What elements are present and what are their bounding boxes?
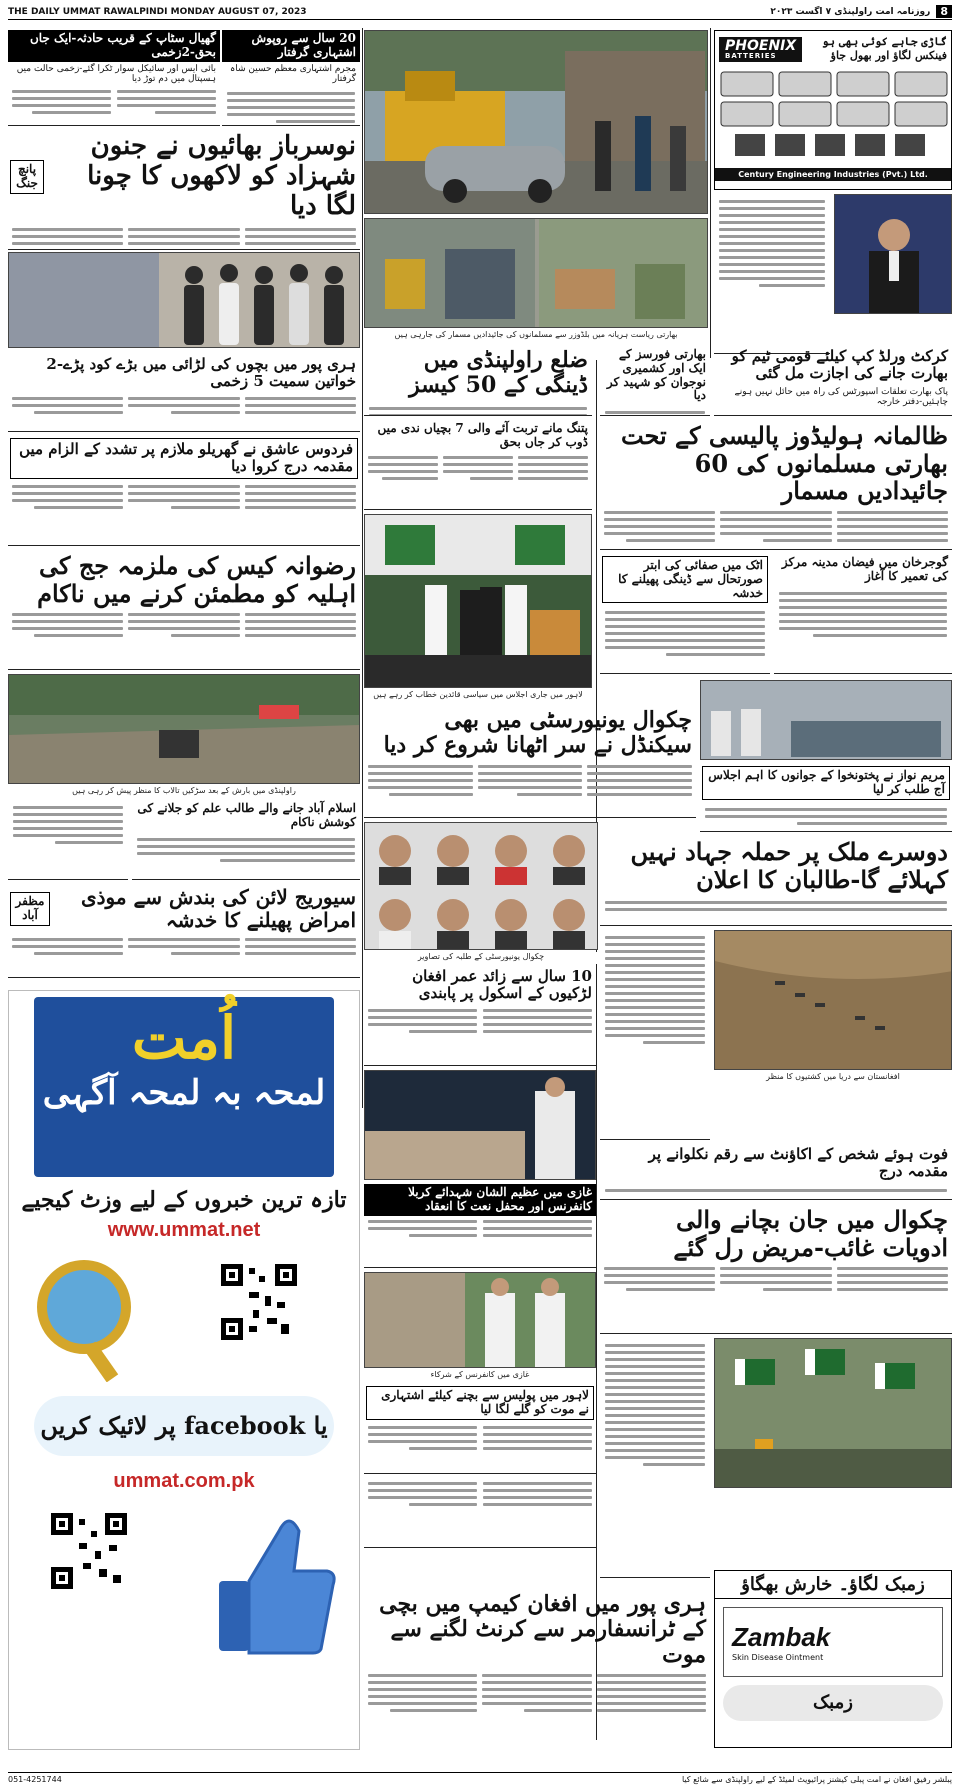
story-chakwal-university — [364, 706, 696, 818]
headline: نوسرباز بھائیوں نے جنون شہزاد کو لاکھوں کا چونا لگا دیا — [87, 131, 356, 221]
subheadline: مجرم اشتہاری معظم حسین شاہ گرفتار — [229, 63, 356, 84]
photo-bulldozer-image — [365, 31, 708, 214]
headline: ہری پور میں افغان کیمپ میں بچی کے ٹرانسفارمر سے کرنٹ لگنے سے موت — [379, 1591, 706, 1668]
photo-group — [8, 252, 360, 348]
story-taliban — [600, 836, 952, 926]
photo-demolition — [364, 218, 708, 328]
qr-code-icon-2 — [49, 1511, 129, 1591]
phoenix-title2: فینکس لگاؤ اور بھول جاؤ — [830, 49, 947, 63]
story-firdous — [8, 436, 360, 546]
photo-speaker — [834, 194, 952, 314]
story-gheyal-accident — [8, 30, 220, 126]
photo-river-boats — [714, 930, 952, 1070]
photo-river-boats-image — [715, 931, 952, 1070]
headline: فردوس عاشق نے گھریلو ملازم پر تشدد کے الزام میں مقدمہ درج کروا دیا — [10, 438, 358, 479]
story-right-small — [714, 194, 830, 354]
story-lahore-suicide — [364, 1384, 596, 1474]
photo-flags-rally — [714, 1338, 952, 1488]
headline: چکوال میں جان بچانے والی ادویات غائب-مریض رل گئے — [673, 1205, 948, 1262]
ummat-logo-box — [34, 997, 334, 1177]
headline: ضلع راولپنڈی میں ڈینگی کے 50 کیسز — [409, 347, 588, 399]
story-gujarkhan — [774, 554, 952, 674]
story-bulldozer-policy — [600, 420, 952, 550]
photo-crowd-speech — [364, 1070, 596, 1180]
subheadline: پاک بھارت تعلقات اسپورٹس کی راہ میں حائل نہیں ہونے چاہئیں-دفتر خارجہ — [734, 386, 948, 407]
photo-flags-rally-image — [715, 1339, 952, 1488]
zambak-headline: زمبک لگاؤ۔ خارش بھگاؤ — [715, 1571, 951, 1599]
phoenix-vehicles-image — [715, 68, 952, 164]
ad-zambak[interactable] — [714, 1570, 952, 1748]
zambak-brand: Zambak — [732, 1622, 831, 1652]
caption-gathering: لاہور میں جاری اجلاس میں سیاسی قائدین خطاب کر رہے ہیں — [364, 690, 592, 702]
story-right-brief-2 — [600, 1338, 710, 1578]
story-haripur-fight — [8, 354, 360, 432]
photo-crowd-speech-image — [365, 1071, 596, 1180]
caption-bulldozer: بھارتی ریاست ہریانہ میں بلڈوزر سے مسلمانوں کی جائیدادیں مسمار کی جارہی ہیں — [364, 330, 708, 342]
phoenix-brand: PHOENIX — [725, 37, 797, 54]
footer-phone: 051-4251744 — [8, 1775, 62, 1784]
headline: گوجرخان میں فیضان مدینہ مرکز کی تعمیر کا آغاز — [781, 555, 948, 583]
masthead-urdu — [770, 5, 952, 18]
footer-imprint: پبلشر رفیق افغان نے امت پبلی کیشنز پرائیویٹ لمیٹڈ کے لیے راولپنڈی سے شائع کیا — [681, 1775, 952, 1784]
story-maryam — [700, 764, 952, 832]
page-number: 8 — [936, 5, 952, 18]
photo-conference-participants — [364, 1272, 596, 1368]
column-rule — [362, 28, 363, 1108]
story-right-brief — [600, 930, 710, 1140]
kicker: پانچ جنگ — [10, 160, 44, 194]
caption-river: افغانستان سے دریا میں کشتیوں کا منظر — [714, 1072, 952, 1084]
photo-speaker-image — [835, 195, 952, 314]
headline: اٹک میں صفائی کی ابتر صورتحال سے ڈینگی پھیلنے کا خدشہ — [602, 556, 768, 603]
masthead-urdu-date: روزنامہ امت راولپنڈی ۷ اگست ۲۰۲۳ — [770, 6, 931, 17]
story-kites — [364, 420, 592, 510]
headline: کرکٹ ورلڈ کپ کیلئے قومی ٹیم کو بھارت جانے کی اجازت مل گئی — [731, 347, 948, 383]
ummat-logo: اُمت — [131, 1004, 237, 1072]
photo-meeting-image — [701, 681, 952, 760]
story-attock — [600, 554, 770, 674]
photo-meeting — [700, 680, 952, 760]
photo-flood-street-image — [9, 675, 360, 784]
caption-portraits: چکوال یونیورسٹی کے طلبہ کی تصاویر — [364, 952, 598, 964]
headline: مریم نواز نے پختونخوا کے جوانوں کا اہم اجلاس آج طلب کر لیا — [702, 766, 950, 800]
story-haripur-afghan-camp — [364, 1590, 710, 1750]
headline: فوت ہوئے شخص کے اکاؤنٹ سے رقم نکلوانے پر مقدمہ درج — [648, 1145, 948, 1181]
headline: 20 سال سے روپوش اشتہاری گرفتار — [222, 30, 360, 62]
photo-demolition-image — [365, 219, 708, 328]
photo-bulldozer — [364, 30, 708, 214]
caption-conference: غازی میں کانفرنس کے شرکاء — [364, 1370, 596, 1382]
headline: لاہور میں پولیس سے بچنے کیلئے اشتہاری نے موت کو گلے لگا لیا — [366, 1386, 594, 1420]
headline: بھارتی فورسز کے ایک اور کشمیری نوجوان کو شہید کر دیا — [606, 347, 706, 403]
caption-flood: راولپنڈی میں بارش کے بعد سڑکیں تالاب کا منظر پیش کر رہی ہیں — [8, 786, 360, 798]
kicker: مظفر آباد — [10, 892, 50, 926]
story-afghan-girls — [364, 966, 596, 1066]
phoenix-logo — [719, 37, 802, 62]
ummat-line1: تازہ ترین خبروں کے لیے وزٹ کیجیے — [21, 1187, 347, 1213]
masthead-english: THE DAILY UMMAT RAWALPINDI MONDAY AUGUST 07, 2023 — [8, 6, 307, 17]
story-deceased-account — [600, 1144, 952, 1200]
facebook-like-banner[interactable]: یا facebook پر لائیک کریں — [34, 1396, 334, 1456]
magnifier-icon — [29, 1252, 139, 1382]
zambak-tube: زمبک — [723, 1685, 943, 1721]
story-student-burn — [132, 800, 360, 880]
masthead — [8, 4, 952, 20]
headline: غازی میں عظیم الشان شہدائے کربلا کانفرنس اور محفل نعت کا انعقاد — [364, 1184, 596, 1216]
phoenix-brand-sub: BATTERIES — [725, 51, 777, 60]
photo-political-gathering-image — [365, 515, 592, 688]
ad-phoenix[interactable] — [714, 30, 952, 190]
headline: رضوانہ کیس کی ملزمہ جج کی اہلیہ کو مطمئن کرنے میں ناکام — [37, 551, 356, 608]
photo-portraits-image — [365, 823, 598, 950]
photo-group-image — [9, 253, 360, 348]
headline: چکوال یونیورسٹی میں بھی سیکنڈل نے سر اٹھانا شروع کر دیا — [383, 707, 692, 759]
qr-code-icon — [219, 1262, 299, 1342]
headline: دوسرے ملک پر حملہ جہاد نہیں کہلائے گا-طالبان کا اعلان — [630, 837, 948, 894]
story-chakwal-medicines — [600, 1204, 952, 1334]
story-kashmir — [600, 346, 710, 416]
photo-portraits — [364, 822, 598, 950]
photo-political-gathering — [364, 514, 592, 688]
thumbs-up-icon — [209, 1501, 339, 1661]
headline: گھیال سٹاپ کے قریب حادثہ-ایک جاں بحق-2زخمی — [8, 30, 220, 62]
headline: سیوریج لائن کی بندش سے موذی امراض پھیلنے کا خدشہ — [80, 885, 356, 932]
headline: اسلام آباد جانے والے طالب علم کو جلانے کی کوشش ناکام — [137, 801, 356, 829]
story-cricket — [714, 346, 952, 416]
subheadline: بائی ایس اور سائیکل سوار ٹکرا گئے-زخمی حالت میں ہسپتال میں دم توڑ دیا — [16, 63, 216, 84]
story-dengue — [364, 346, 592, 416]
column-rule — [596, 360, 597, 1740]
headline: پتنگ مانے تربت آئے والی 7 بچیاں ندی میں ڈوب کر جاں بحق — [377, 421, 588, 449]
photo-flood-street — [8, 674, 360, 784]
story-center-brief — [364, 1478, 596, 1548]
headline: ظالمانہ ہولیڈوز پالیسی کے تحت بھارتی مسلمانوں کی 60 جائیدادیں مسمار — [620, 421, 948, 506]
photo-conference-image — [365, 1273, 596, 1368]
zambak-sub: Skin Disease Ointment — [732, 1653, 824, 1662]
ummat-tagline: لمحہ بہ لمحہ آگہی — [42, 1072, 326, 1113]
story-sewerage — [8, 884, 360, 978]
story-fraud-brothers — [8, 130, 360, 250]
story-rizwana — [8, 550, 360, 670]
story-left-brief — [8, 800, 128, 880]
column-rule — [710, 28, 711, 358]
ummat-url[interactable]: www.ummat.net — [107, 1219, 261, 1241]
story-proclaimed-offender — [222, 30, 360, 126]
headline: ہری پور میں بچوں کی لڑائی میں بڑے کود پڑے-2 خواتین سمیت 5 زخمی — [46, 355, 356, 391]
ad-ummat[interactable] — [8, 990, 360, 1750]
phoenix-company: Century Engineering Industries (Pvt.) Ltd. — [715, 168, 951, 181]
story-ghazi-conference — [364, 1184, 596, 1268]
footer — [8, 1772, 952, 1786]
headline: 10 سال سے زائد عمر افغان لڑکیوں کے اسکول پر پابندی — [412, 967, 592, 1003]
phoenix-title: گاڑی جاہے کوئی بھی ہو — [822, 35, 947, 48]
ummat-fb-url[interactable]: ummat.com.pk — [113, 1470, 255, 1492]
